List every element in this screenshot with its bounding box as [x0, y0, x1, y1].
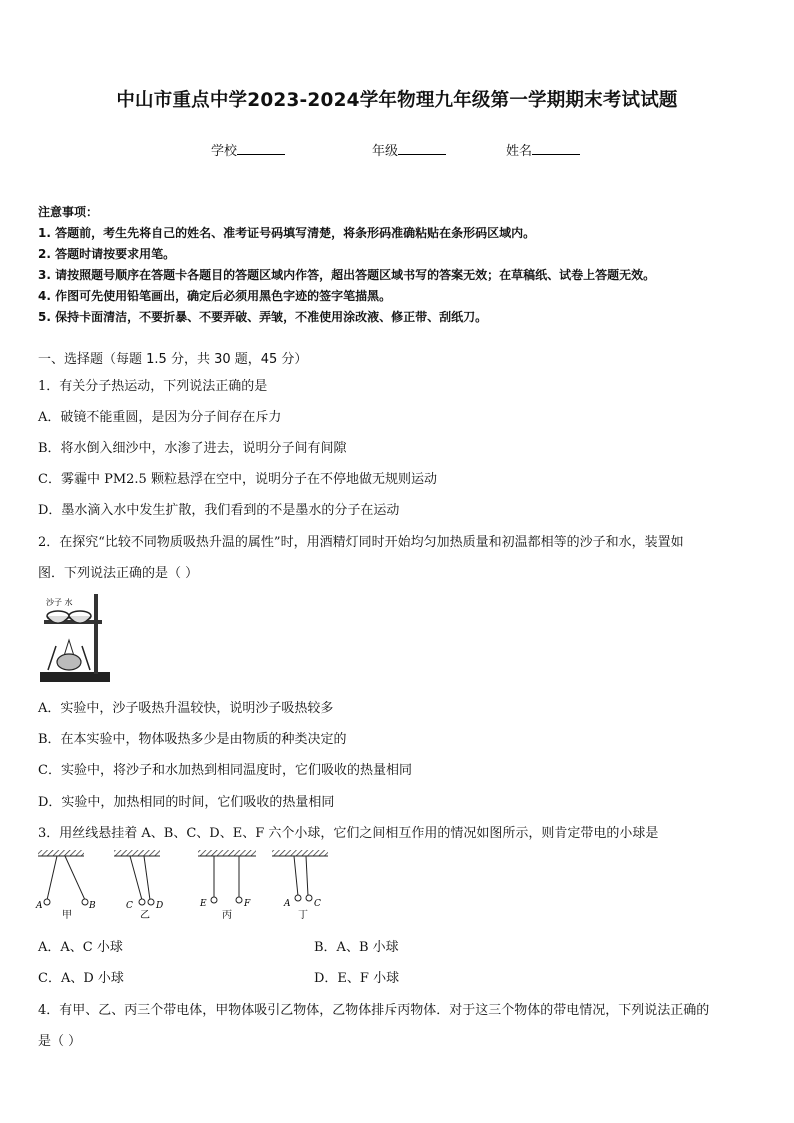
figure-group-jia — [35, 850, 96, 921]
name-field[interactable] — [506, 140, 580, 159]
notice-item: 4. 作图可先使用铅笔画出，确定后必须用黑色字迹的签字笔描黑。 — [38, 289, 392, 303]
question-4-stem-line1: 4．有甲、乙、丙三个带电体，甲物体吸引乙物体，乙物体排斥丙物体．对于这三个物体的带电情况，下列说法正确的 — [38, 1003, 710, 1018]
grade-blank[interactable] — [398, 141, 446, 155]
name-blank[interactable] — [532, 141, 580, 155]
school-field[interactable] — [211, 140, 285, 159]
figure-label: 沙子 水 — [46, 598, 73, 607]
ball-label: A — [36, 901, 43, 911]
ball-label: C — [314, 899, 321, 909]
notice-item: 3. 请按照题号顺序在答题卡各题目的答题区域内作答，超出答题区域书写的答案无效；在草稿纸、试卷上答题无效。 — [38, 268, 656, 282]
question-2-option-c[interactable]: C．实验中，将沙子和水加热到相同温度时，它们吸收的热量相同 — [38, 763, 412, 778]
group-caption: 丙 — [222, 910, 232, 921]
student-info-fields — [0, 140, 794, 160]
ball-label: A — [284, 899, 291, 909]
exam-title: 中山市重点中学2023-2024学年物理九年级第一学期期末考试试题 — [116, 90, 678, 111]
question-1-option-a[interactable]: A．破镜不能重圆，是因为分子间存在斥力 — [38, 410, 282, 425]
question-2-option-b[interactable]: B．在本实验中，物体吸热多少是由物质的种类决定的 — [38, 732, 347, 747]
question-2-option-a[interactable]: A．实验中，沙子吸热升温较快，说明沙子吸热较多 — [38, 701, 334, 716]
notice-item: 1. 答题前，考生先将自己的姓名、准考证号码填写清楚，将条形码准确粘贴在条形码区域内。 — [38, 226, 536, 240]
notice-item: 5. 保持卡面清洁，不要折暴、不要弄破、弄皱，不准使用涂改液、修正带、刮纸刀。 — [38, 310, 488, 324]
question-4-stem-line2: 是（ ） — [38, 1034, 82, 1049]
group-caption: 丁 — [298, 910, 308, 921]
group-caption: 乙 — [140, 910, 150, 921]
ball-label: E — [200, 899, 207, 909]
group-caption: 甲 — [62, 910, 72, 921]
figure-group-yi — [114, 850, 163, 921]
suspended-balls-figure — [34, 846, 344, 922]
grade-field[interactable] — [372, 140, 446, 159]
ball-label: C — [126, 901, 133, 911]
question-1-option-b[interactable]: B．将水倒入细沙中，水渗了进去，说明分子间有间隙 — [38, 441, 347, 456]
question-3-option-c[interactable]: C．A、D 小球 — [38, 971, 124, 986]
question-3-stem: 3．用丝线悬挂着 A、B、C、D、E、F 六个小球，它们之间相互作用的情况如图所示，则肯定带电的小球是 — [38, 826, 659, 841]
ball-label: B — [89, 901, 96, 911]
question-2-stem-line2: 图．下列说法正确的是（ ） — [38, 566, 199, 581]
section-heading: 一、选择题（每题 1.5 分，共 30 题，45 分） — [38, 352, 308, 367]
school-label: 学校 — [211, 144, 238, 159]
grade-label: 年级 — [372, 144, 399, 159]
question-3-option-d[interactable]: D．E、F 小球 — [314, 971, 400, 986]
notice-item: 2. 答题时请按要求用笔。 — [38, 247, 176, 261]
name-label: 姓名 — [506, 144, 533, 159]
question-1-option-c[interactable]: C．雾霾中 PM2.5 颗粒悬浮在空中，说明分子在不停地做无规则运动 — [38, 472, 437, 487]
question-3-option-a[interactable]: A．A、C 小球 — [38, 940, 123, 955]
figure-group-bing — [198, 850, 256, 921]
school-blank[interactable] — [237, 141, 285, 155]
question-3-option-b[interactable]: B．A、B 小球 — [314, 940, 399, 955]
heating-apparatus-figure — [36, 590, 116, 686]
notice-heading: 注意事项： — [38, 205, 99, 219]
question-2-stem-line1: 2．在探究“比较不同物质吸热升温的属性”时，用酒精灯同时开始均匀加热质量和初温都相等的沙子和水，装置如 — [38, 535, 684, 550]
question-1-stem: 1．有关分子热运动，下列说法正确的是 — [38, 379, 268, 394]
ball-label: D — [156, 901, 164, 911]
figure-group-ding — [272, 850, 328, 921]
question-2-option-d[interactable]: D．实验中，加热相同的时间，它们吸收的热量相同 — [38, 795, 335, 810]
ball-label: F — [244, 899, 251, 909]
question-1-option-d[interactable]: D．墨水滴入水中发生扩散，我们看到的不是墨水的分子在运动 — [38, 503, 400, 518]
